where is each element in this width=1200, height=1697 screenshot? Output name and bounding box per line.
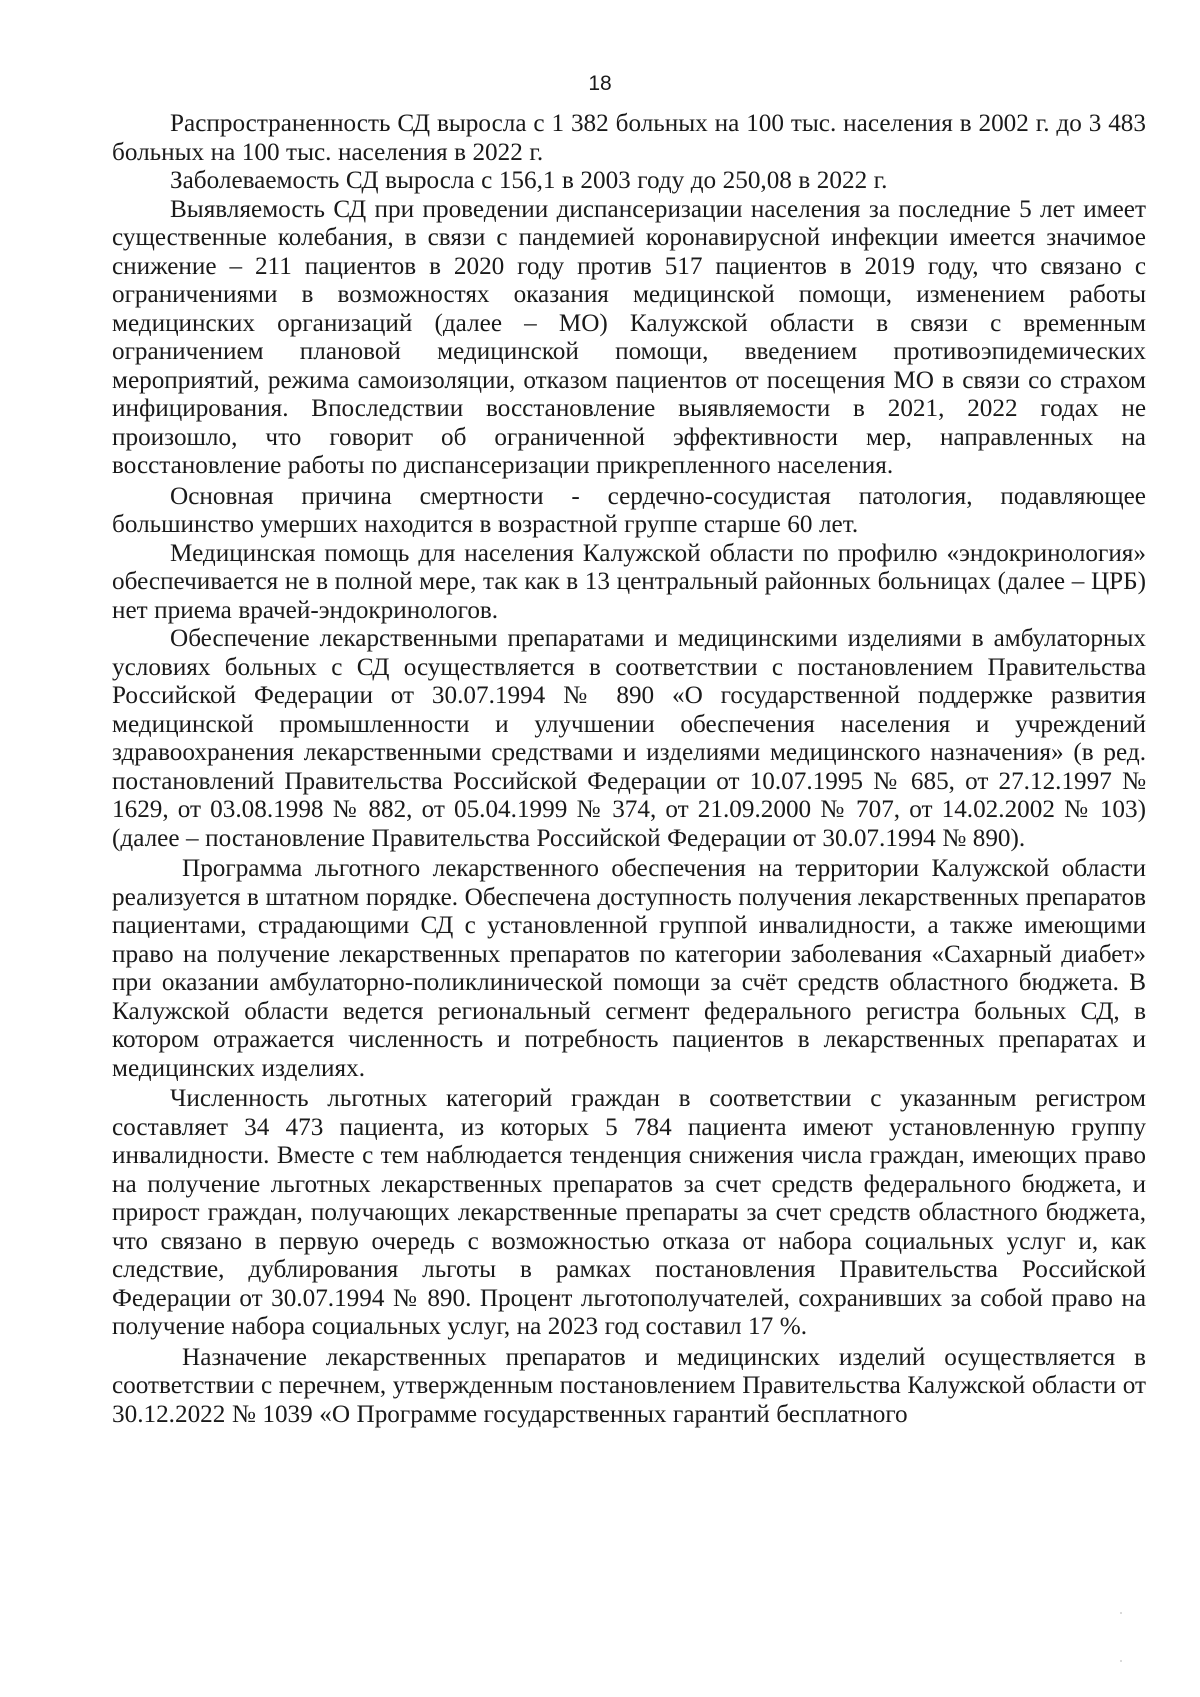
paragraph-drug-provision: Обеспечение лекарственными препаратами и медицинскими изделиями в амбулаторных условиях больных с СД осуществляется в соответствии с постановлением Правительства Российской Федерации от 30.07.1994 № 890 «О государственной поддержке развития медицинской промышленности и улучшении обеспечения населения и учреждений здравоохранения лекарственными средствами и изделиями медицинского назначения» (в ред. постановлений Правительства Российской Федерации от 10.07.1995 № 685, от 27.12.1997 № 1629, от 03.08.1998 № 882, от 05.04.1999 № 374, от 21.09.2000 № 707, от 14.02.2002 № 103) (далее – постановление Правительства Российской Федерации от 30.07.1994 № 890). (112, 625, 1146, 852)
paragraph-incidence: Заболеваемость СД выросла с 156,1 в 2003 году до 250,08 в 2022 г. (170, 167, 888, 194)
paragraph-detection: Выявляемость СД при проведении диспансеризации населения за последние 5 лет имеет существенные колебания, в связи с пандемией коронавирусной инфекции имеется значимое снижение – 211 пациентов в 2020 году против 517 пациентов в 2019 году, что связано с ограничениями в возможностях оказания медицинской помощи, изменением работы медицинских организаций (далее – МО) Калужской области в связи с временным ограничением плановой медицинской помощи, введением противоэпидемических мероприятий, режима самоизоляции, отказом пациентов от посещения МО в связи со страхом инфицирования. Впоследствии восстановление выявляемости в 2021, 2022 годах не произошло, что говорит об ограниченной эффективности мер, направленных на восстановление работы по диспансеризации прикрепленного населения. (112, 195, 1146, 479)
page-number: 18 (588, 72, 612, 95)
scan-speck (1120, 1612, 1122, 1614)
document-body (112, 110, 1146, 1429)
paragraph-mortality: Основная причина смертности - сердечно-сосудистая патология, подавляющее большинство умерших находится в возрастной группе старше 60 лет. (112, 482, 1146, 538)
paragraph-prevalence: Распространенность СД выросла с 1 382 больных на 100 тыс. населения в 2002 г. до 3 483 больных на 100 тыс. населения в 2022 г. (112, 110, 1146, 166)
paragraph-prescription: Назначение лекарственных препаратов и медицинских изделий осуществляется в соответствии с перечнем, утвержденным постановлением Правительства Калужской области от 30.12.2022 № 1039 «О Программе государственных гарантий бесплатного (112, 1343, 1146, 1428)
paragraph-endocrinology-care: Медицинская помощь для населения Калужской области по профилю «эндокринология» обеспечивается не в полной мере, так как в 13 центральный районных больницах (далее – ЦРБ) нет приема врачей-эндокринологов. (112, 539, 1146, 624)
paragraph-preferential-program: Программа льготного лекарственного обеспечения на территории Калужской области реализуется в штатном порядке. Обеспечена доступность получения лекарственных препаратов пациентами, страдающими СД с установленной группой инвалидности, а также имеющими право на получение лекарственных препаратов по категории заболевания «Сахарный диабет» при оказании амбулаторно-поликлинической помощи за счёт средств областного бюджета. В Калужской области ведется региональный сегмент федерального регистра больных СД, в котором отражается численность и потребность пациентов в лекарственных препаратах и медицинских изделиях. (112, 855, 1146, 1082)
paragraph-beneficiaries: Численность льготных категорий граждан в соответствии с указанным регистром составляет 34 473 пациента, из которых 5 784 пациента имеют установленную группу инвалидности. Вместе с тем наблюдается тенденция снижения числа граждан, имеющих право на получение льготных лекарственных препаратов за счет средств федерального бюджета, и прирост граждан, получающих лекарственные препараты за счет средств областного бюджета, что связано в первую очередь с возможностью отказа от набора социальных услуг и, как следствие, дублирования льготы в рамках постановления Правительства Российской Федерации от 30.07.1994 № 890. Процент льготополучателей, сохранивших за собой право на получение набора социальных услуг, на 2023 год составил 17 %. (112, 1085, 1146, 1340)
scan-speck (1120, 1660, 1122, 1662)
